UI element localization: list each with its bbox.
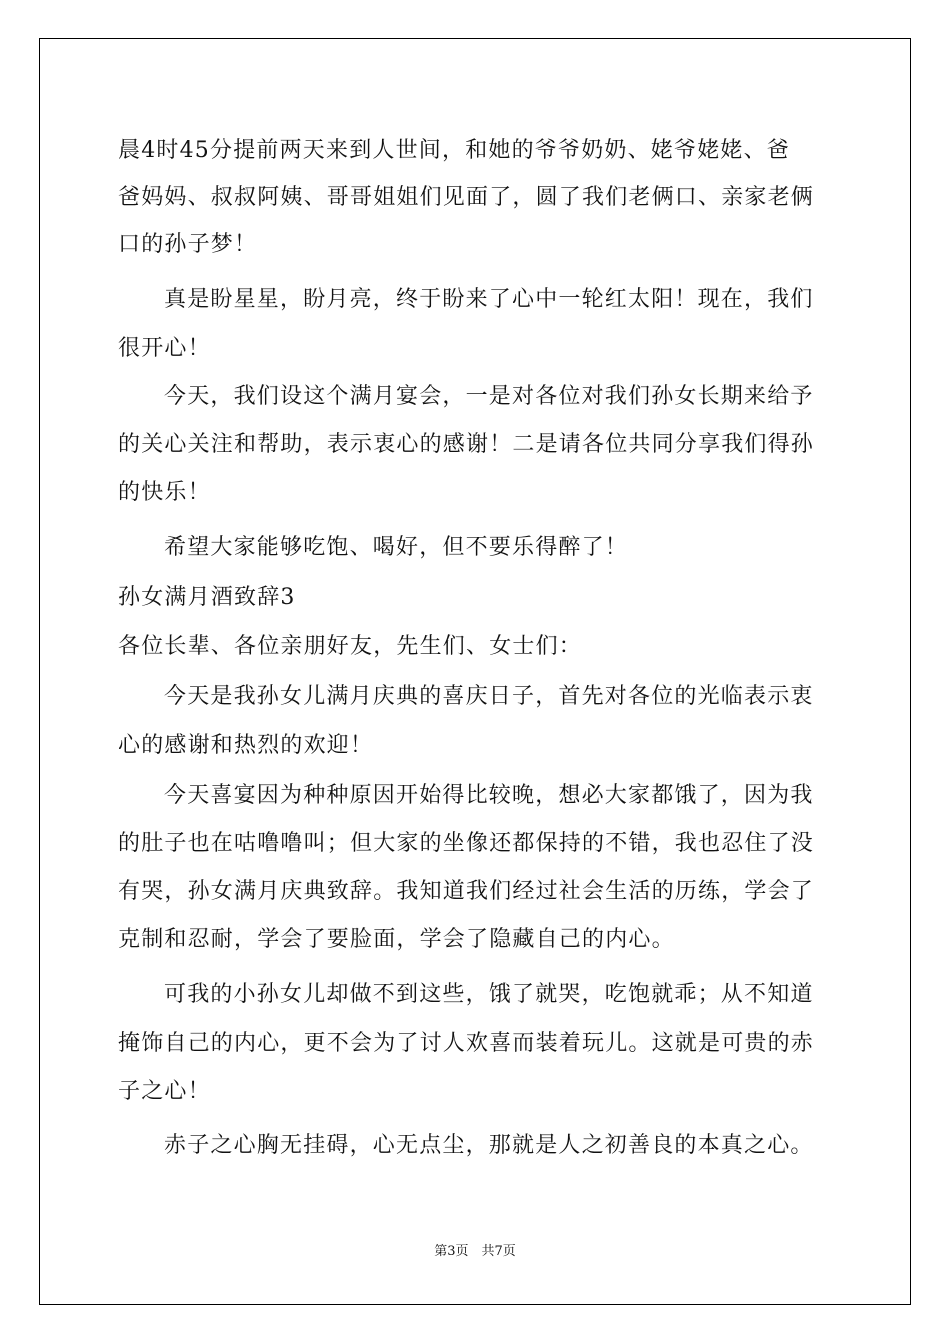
- text-line: 真是盼星星，盼月亮，终于盼来了心中一轮红太阳！现在，我们: [164, 287, 814, 312]
- text-line: 克制和忍耐，学会了要脸面，学会了隐藏自己的内心。: [118, 927, 675, 952]
- text-line: 爸妈妈、叔叔阿姨、哥哥姐姐们见面了，圆了我们老俩口、亲家老俩: [118, 185, 815, 210]
- text-line: 赤子之心胸无挂碍，心无点尘，那就是人之初善良的本真之心。: [164, 1133, 814, 1158]
- text-line: 有哭，孙女满月庆典致辞。我知道我们经过社会生活的历练，学会了: [118, 879, 815, 904]
- text-line: 希望大家能够吃饱、喝好，但不要乐得醉了！: [164, 535, 629, 560]
- text-line: 心的感谢和热烈的欢迎！: [118, 733, 374, 758]
- text-line: 今天喜宴因为种种原因开始得比较晚，想必大家都饿了，因为我: [164, 783, 814, 808]
- text-line: 子之心！: [118, 1079, 211, 1104]
- text-line: 可我的小孙女儿却做不到这些，饿了就哭，吃饱就乖；从不知道: [164, 982, 814, 1007]
- section-heading: 孙女满月酒致辞3: [118, 585, 296, 610]
- text-line: 很开心！: [118, 336, 211, 361]
- text-line: 掩饰自己的内心，更不会为了讨人欢喜而装着玩儿。这就是可贵的赤: [118, 1031, 815, 1056]
- text-line: 口的孙子梦！: [118, 232, 258, 257]
- text-line: 的肚子也在咕噜噜叫；但大家的坐像还都保持的不错，我也忍住了没: [118, 831, 815, 856]
- page-number-footer: 第3页 共7页: [434, 1244, 516, 1259]
- salutation: 各位长辈、各位亲朋好友，先生们、女士们：: [118, 634, 583, 659]
- text-line: 今天，我们设这个满月宴会，一是对各位对我们孙女长期来给予: [164, 384, 814, 409]
- text-line: 的快乐！: [118, 480, 211, 505]
- page-border: [39, 38, 911, 1305]
- text-line: 今天是我孙女儿满月庆典的喜庆日子，首先对各位的光临表示衷: [164, 684, 814, 709]
- text-line: 晨4时45分提前两天来到人世间，和她的爷爷奶奶、姥爷姥姥、爸: [118, 138, 790, 163]
- text-line: 的关心关注和帮助，表示衷心的感谢！二是请各位共同分享我们得孙: [118, 432, 815, 457]
